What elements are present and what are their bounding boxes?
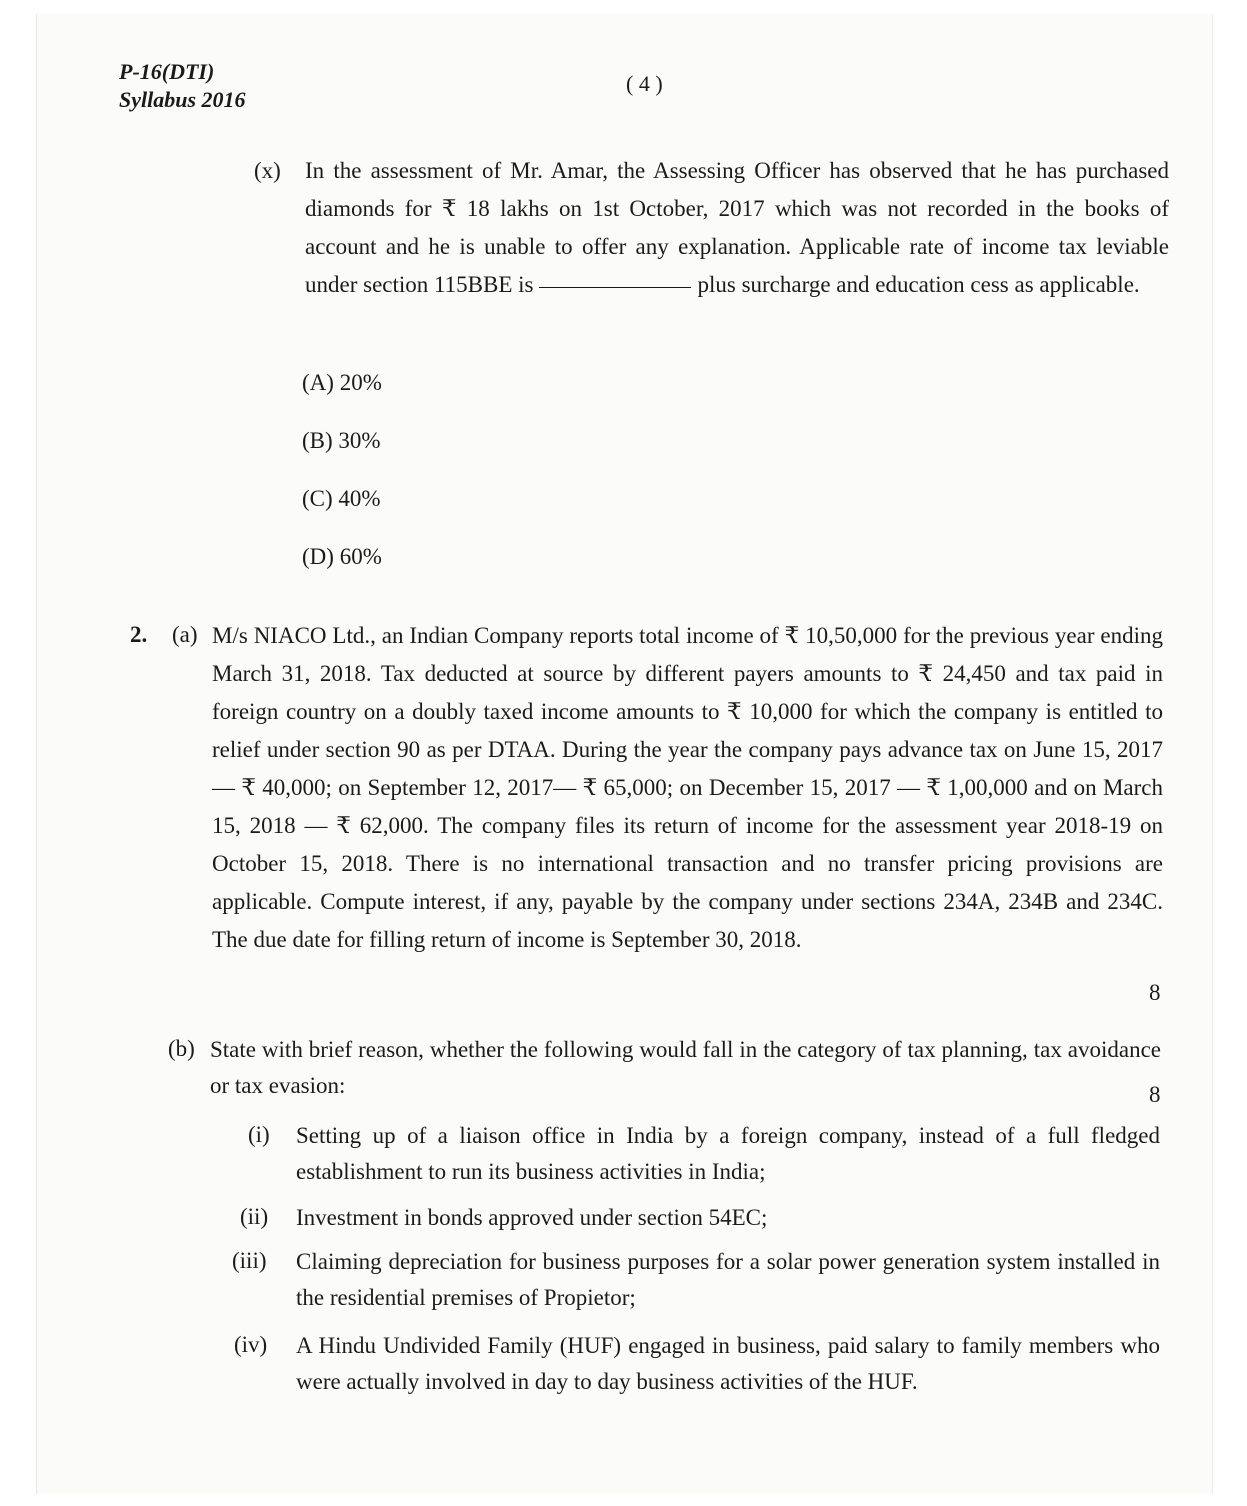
- option-label: (A): [302, 370, 334, 395]
- paper-code: P-16(DTI): [119, 59, 215, 84]
- item-ii-text: Investment in bonds approved under section 54EC;: [296, 1205, 768, 1230]
- option-text: 20%: [339, 370, 382, 395]
- option-text: 30%: [338, 428, 381, 453]
- item-ii-label: (ii): [240, 1204, 269, 1229]
- question-2b-marks: 8: [1149, 1082, 1161, 1107]
- question-2a-marks: 8: [1149, 980, 1161, 1005]
- item-iv-label: (iv): [234, 1332, 268, 1357]
- option-label: (D): [302, 544, 334, 569]
- option-d: [302, 542, 382, 572]
- question-x-text: [305, 152, 1169, 304]
- item-iii-text: Claiming depreciation for business purposes for a solar power generation system installed in the residential premises of Propietor;: [296, 1249, 1160, 1310]
- question-2b-label: (b): [168, 1036, 195, 1061]
- item-i-label: (i): [248, 1122, 270, 1147]
- option-label: (C): [302, 486, 333, 511]
- option-b: [302, 426, 381, 456]
- question-2a-text: M/s NIACO Ltd., an Indian Company reports total income of ₹ 10,50,000 for the previous year ending March 31, 2018. Tax deducted at source by different payers amounts to ₹ 24,450 and tax paid in foreign country on a doubly taxed income amounts to ₹ 10,000 for which the company is entitled to relief under section 90 as per DTAA. During the year the company pays advance tax on June 15, 2017 — ₹ 40,000; on September 12, 2017— ₹ 65,000; on December 15, 2017 — ₹ 1,00,000 and on March 15, 2018 — ₹ 62,000. The company files its return of income for the assessment year 2018-19 on October 15, 2018. There is no international transaction and no transfer pricing provisions are applicable. Compute interest, if any, payable by the company under sections 234A, 234B and 234C. The due date for filling return of income is September 30, 2018.: [212, 623, 1163, 952]
- question-2-number: 2.: [130, 622, 148, 647]
- item-iii-label: (iii): [232, 1248, 267, 1273]
- question-2a-label: (a): [172, 622, 198, 647]
- question-2b-text: State with brief reason, whether the following would fall in the category of tax planning, tax avoidance or tax evasion:: [210, 1037, 1161, 1098]
- syllabus-label: Syllabus 2016: [119, 87, 246, 112]
- option-text: 60%: [339, 544, 382, 569]
- option-a: [302, 368, 382, 398]
- page-number: ( 4 ): [626, 71, 663, 96]
- item-iv-text: A Hindu Undivided Family (HUF) engaged in business, paid salary to family members who were actually involved in day to day business activities of the HUF.: [296, 1333, 1160, 1394]
- question-x-text-before: In the assessment of Mr. Amar, the Assessing Officer has observed that he has purchased diamonds for ₹ 18 lakhs on 1st October, 2017 which was not recorded in the books of account and he is unable to offer any explanation. Applicable rate of income tax leviable under section 115BBE is: [305, 158, 1169, 297]
- answer-blank: [539, 287, 691, 288]
- option-label: (B): [302, 428, 333, 453]
- question-x-label: (x): [254, 158, 281, 183]
- item-i-text: Setting up of a liaison office in India by a foreign company, instead of a full fledged establishment to run its business activities in India;: [296, 1123, 1160, 1184]
- option-text: 40%: [338, 486, 381, 511]
- option-c: [302, 484, 381, 514]
- question-x-text-after: plus surcharge and education cess as applicable.: [697, 272, 1140, 297]
